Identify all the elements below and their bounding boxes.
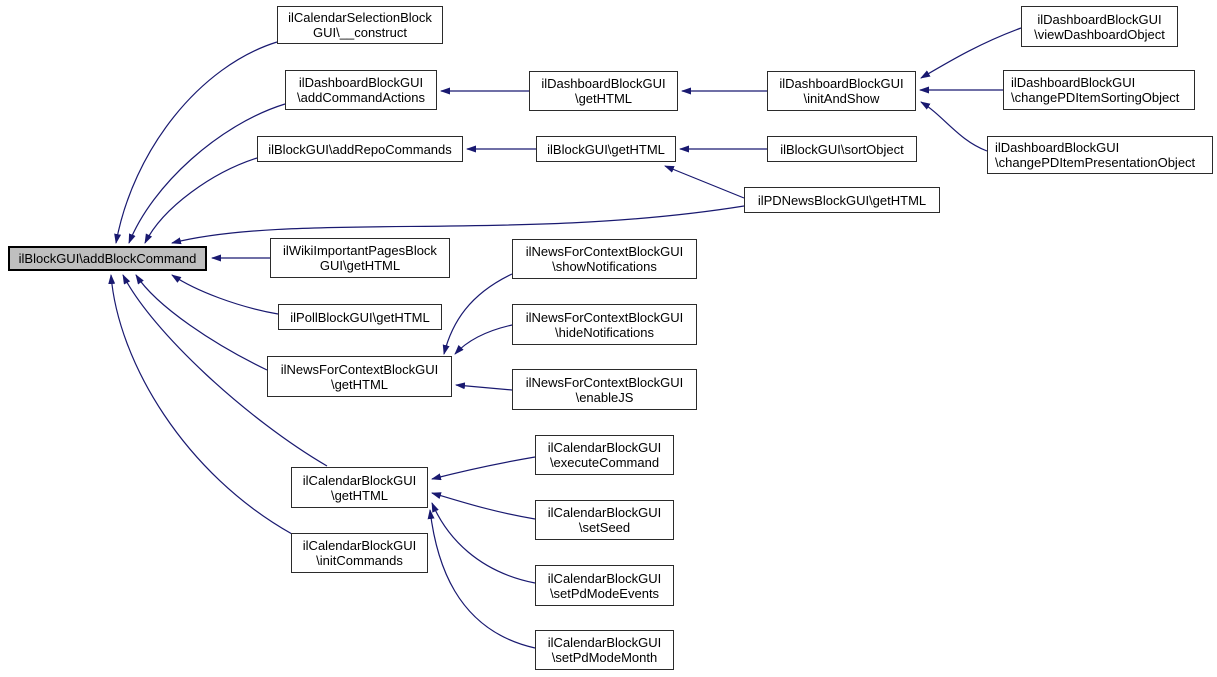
- node-ilblockgui-sortobject[interactable]: [767, 136, 917, 162]
- node-label: ilCalendarBlockGUI: [302, 538, 417, 553]
- node-label: \setSeed: [578, 520, 631, 535]
- node-ilcalendarselectionblockgui-construct[interactable]: [277, 6, 443, 44]
- node-ildashboardblockgui-gethtml[interactable]: [529, 71, 678, 111]
- node-label: ilBlockGUI\addBlockCommand: [18, 251, 197, 266]
- node-label: ilCalendarBlockGUI: [547, 440, 662, 455]
- node-ilblockgui-gethtml[interactable]: [536, 136, 676, 162]
- node-label: ilDashboardBlockGUI: [1011, 75, 1136, 90]
- node-label: ilBlockGUI\getHTML: [547, 141, 665, 157]
- node-label: ilCalendarBlockGUI: [547, 505, 662, 520]
- node-label: \initCommands: [316, 553, 403, 568]
- node-ilcalendarblockgui-setpdmodemonth[interactable]: [535, 630, 674, 670]
- node-ilcalendarblockgui-setseed[interactable]: [535, 500, 674, 540]
- node-ildashboardblockgui-viewdashboardobject[interactable]: [1021, 6, 1178, 47]
- node-label: ilDashboardBlockGUI: [298, 75, 424, 90]
- node-label: \addCommandActions: [297, 90, 425, 105]
- node-label: GUI\__construct: [313, 25, 407, 40]
- node-label: ilWikiImportantPagesBlock: [283, 243, 437, 258]
- node-label: \viewDashboardObject: [1034, 26, 1165, 42]
- edge-setseed-to-calgethtml: [432, 493, 535, 519]
- node-label: ilCalendarBlockGUI: [547, 570, 662, 586]
- node-ilcalendarblockgui-executecommand[interactable]: [535, 435, 674, 475]
- node-label: \getHTML: [574, 91, 633, 106]
- node-ildashboardblockgui-changepditempresentationobject[interactable]: [987, 136, 1213, 174]
- node-label: ilCalendarBlockGUI: [547, 635, 662, 650]
- node-label: ilDashboardBlockGUI: [779, 76, 904, 91]
- node-ilnewsforcontextblockgui-gethtml[interactable]: [267, 356, 452, 397]
- node-label: ilNewsForContextBlockGUI: [525, 244, 684, 259]
- edge-calinitcommands-to-addblockcommand: [111, 275, 292, 534]
- edge-enablejs-to-newsgethtml: [456, 385, 512, 390]
- node-ilnewsforcontextblockgui-enablejs[interactable]: [512, 369, 697, 410]
- node-ilcalendarblockgui-setpdmodeevents[interactable]: [535, 565, 674, 606]
- node-label: \showNotifications: [552, 259, 657, 274]
- node-ilwikiimportantpagesblockgui-gethtml[interactable]: [270, 238, 450, 278]
- node-label: \getHTML: [330, 376, 389, 392]
- node-ilpollblockgui-gethtml[interactable]: [278, 304, 442, 330]
- node-label: GUI\getHTML: [319, 258, 401, 273]
- node-ildashboardblockgui-initandshow[interactable]: [767, 71, 916, 111]
- node-label: ilNewsForContextBlockGUI: [525, 374, 684, 390]
- edge-shownotifications-to-newsgethtml: [444, 274, 512, 354]
- node-label: ilDashboardBlockGUI: [541, 76, 666, 91]
- node-label: ilNewsForContextBlockGUI: [280, 361, 439, 377]
- edge-calsel-construct-to-addblockcommand: [116, 42, 277, 243]
- node-label: ilNewsForContextBlockGUI: [525, 309, 684, 325]
- edge-pdnewsgethtml-to-blockgethtml: [665, 166, 744, 198]
- node-label: \hideNotifications: [555, 324, 654, 340]
- edge-pollgethtml-to-addblockcommand: [172, 275, 278, 314]
- edge-setpdmodeevents-to-calgethtml: [432, 503, 535, 583]
- node-label: \setPdModeMonth: [551, 650, 658, 665]
- node-label: ilBlockGUI\sortObject: [780, 141, 904, 157]
- node-label: \getHTML: [330, 487, 389, 503]
- node-ilnewsforcontextblockgui-hidenotifications[interactable]: [512, 304, 697, 345]
- node-label: \changePDItemPresentationObject: [995, 155, 1196, 170]
- edge-executecommand-to-calgethtml: [432, 457, 535, 479]
- node-label: ilPDNewsBlockGUI\getHTML: [757, 192, 927, 208]
- node-ilpdnewsblockgui-gethtml[interactable]: [744, 187, 940, 213]
- edge-addcommandactions-to-addblockcommand: [129, 104, 285, 243]
- node-label: \changePDItemSortingObject: [1011, 90, 1180, 105]
- edge-hidenotifications-to-newsgethtml: [455, 325, 512, 354]
- node-ilnewsforcontextblockgui-shownotifications[interactable]: [512, 239, 697, 279]
- node-label: ilCalendarBlockGUI: [302, 472, 417, 488]
- node-ildashboardblockgui-addcommandactions[interactable]: [285, 70, 437, 110]
- node-ilblockgui-addrepocommands[interactable]: [257, 136, 463, 162]
- node-label: ilBlockGUI\addRepoCommands: [268, 141, 452, 157]
- edge-addrepocommands-to-addblockcommand: [145, 158, 257, 243]
- node-ilblockgui-addblockcommand[interactable]: [8, 246, 207, 271]
- edge-changepresentation-to-initandshow: [921, 102, 987, 151]
- edge-pdnewsgethtml-to-addblockcommand: [172, 206, 744, 243]
- node-label: ilDashboardBlockGUI: [1037, 11, 1162, 27]
- node-ildashboardblockgui-changepditemsortingobject[interactable]: [1003, 70, 1195, 110]
- node-ilcalendarblockgui-initcommands[interactable]: [291, 533, 428, 573]
- node-label: ilCalendarSelectionBlock: [288, 10, 432, 25]
- node-label: \setPdModeEvents: [549, 585, 660, 601]
- node-label: ilPollBlockGUI\getHTML: [290, 309, 430, 325]
- node-ilcalendarblockgui-gethtml[interactable]: [291, 467, 428, 508]
- node-label: \initAndShow: [803, 91, 880, 106]
- node-label: \executeCommand: [549, 455, 660, 470]
- node-label: \enableJS: [575, 389, 634, 405]
- node-label: ilDashboardBlockGUI: [995, 140, 1120, 155]
